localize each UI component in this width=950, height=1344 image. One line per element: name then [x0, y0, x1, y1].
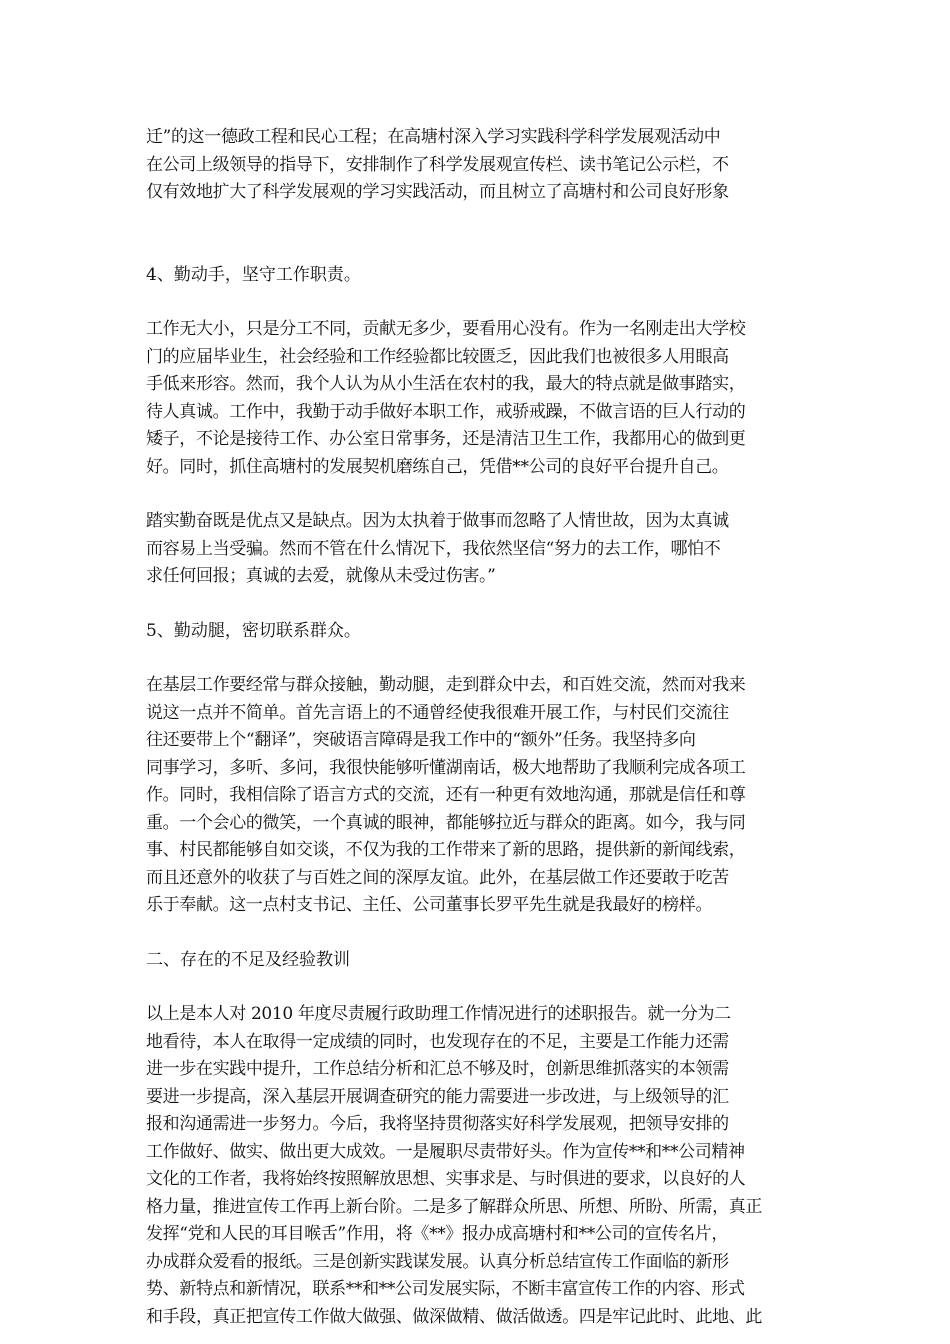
paragraph-summary: 以上是本人对 2010 年度尽责履行政助理工作情况进行的述职报告。就一分为二 地看待，本人在取得一定成绩的同时，也发现存在的不足，主要是工作能力还需 进一步在实践中提升，工作总结分析和汇总不够及时，创新思维抓落实的本领需 要进一步提高，深入基层开展调查研究的能力需要进一步改进，与上级领导的汇 报和沟通需进一步努力。今后，我将坚持贯彻落实好科学发展观，把领导安排的 工作做好、做实、做出更大成效。一是履职尽责带好头。作为宣传**和**公司精神 文化的工作者，我将始终按照解放思想、实事求是、与时俱进的要求，以良好的人 格力量，推进宣传工作再上新台阶。二是多了解群众所思、所想、所盼、所需，真正 发挥“党和人民的耳目喉舌”作用，将《**》报办成高塘村和**公司的宣传名片， 办成群众爱看的报纸。三是创新实践谋发展。认真分析总结宣传工作面临的新形 势、新特点和新情况，联系**和**公司发展实际，不断丰富宣传工作的内容、形式 和手段，真正把宣传工作做大做强、做深做精、做活做透。四是牢记此时、此地、此: [146, 1004, 763, 1327]
paragraph-diligence: 踏实勤奋既是优点又是缺点。因为太执着于做事而忽略了人情世故，因为太真诚 而容易上当受骗。然而不管在什么情况下，我依然坚信“努力的去工作，哪怕不 求任何回报；真诚的去爱，就像从未受过伤害。”: [146, 511, 729, 586]
paragraph-intro: 迁”的这一德政工程和民心工程；在高塘村深入学习实践科学科学发展观活动中 在公司上级领导的指导下，安排制作了科学发展观宣传栏、读书笔记公示栏，不 仅有效地扩大了科学发展观的学习实践活动，而且树立了高塘村和公司良好形象: [146, 127, 729, 202]
spacer: [146, 481, 810, 508]
section-heading-4: 4、勤动手，坚守工作职责。: [146, 264, 361, 285]
section-heading-5: 5、勤动腿，密切联系群众。: [146, 620, 361, 641]
spacer: [146, 591, 810, 618]
document-body: [146, 124, 810, 1331]
spacer: [146, 920, 810, 947]
section-heading-shortcomings: 二、存在的不足及经验教训: [146, 949, 350, 970]
spacer: [146, 289, 810, 316]
spacer: [146, 974, 810, 1001]
paragraph-work: 工作无大小，只是分工不同，贡献无多少，要看用心没有。作为一名刚走出大学校 门的应届毕业生，社会经验和工作经验都比较匮乏，因此我们也被很多人用眼高 手低来形容。然而，我个人认为从小生活在农村的我，最大的特点就是做事踏实， 待人真诚。工作中，我勤于动手做好本职工作，戒骄戒躁，不做言语的巨人行动的 矮子，不论是接待工作、办公室日常事务，还是清洁卫生工作，我都用心的做到更 好。同时，抓住高塘村的发展契机磨练自己，凭借**公司的良好平台提升自己。: [146, 319, 746, 477]
spacer: [146, 207, 810, 262]
paragraph-grassroots: 在基层工作要经常与群众接触，勤动腿，走到群众中去，和百姓交流，然而对我来 说这一点并不简单。首先言语上的不通曾经使我很难开展工作，与村民们交流往 往还要带上个“翻译”，突破语言障碍是我工作中的“额外”任务。我坚持多向 同事学习，多听、多问，我很快能够听懂湖南话，极大地帮助了我顺利完成各项工 作。同时，我相信除了语言方式的交流，还有一种更有效地沟通，那就是信任和尊 重。一个会心的微笑，一个真诚的眼神，都能够拉近与群众的距离。如今，我与同 事、村民都能够自如交谈，不仅为我的工作带来了新的思路，提供新的新闻线索， 而且还意外的收获了与百姓之间的深厚友谊。此外，在基层做工作还要敢于吃苦 乐于奉献。这一点村支书记、主任、公司董事长罗平先生就是我最好的榜样。: [146, 675, 746, 915]
spacer: [146, 645, 810, 672]
